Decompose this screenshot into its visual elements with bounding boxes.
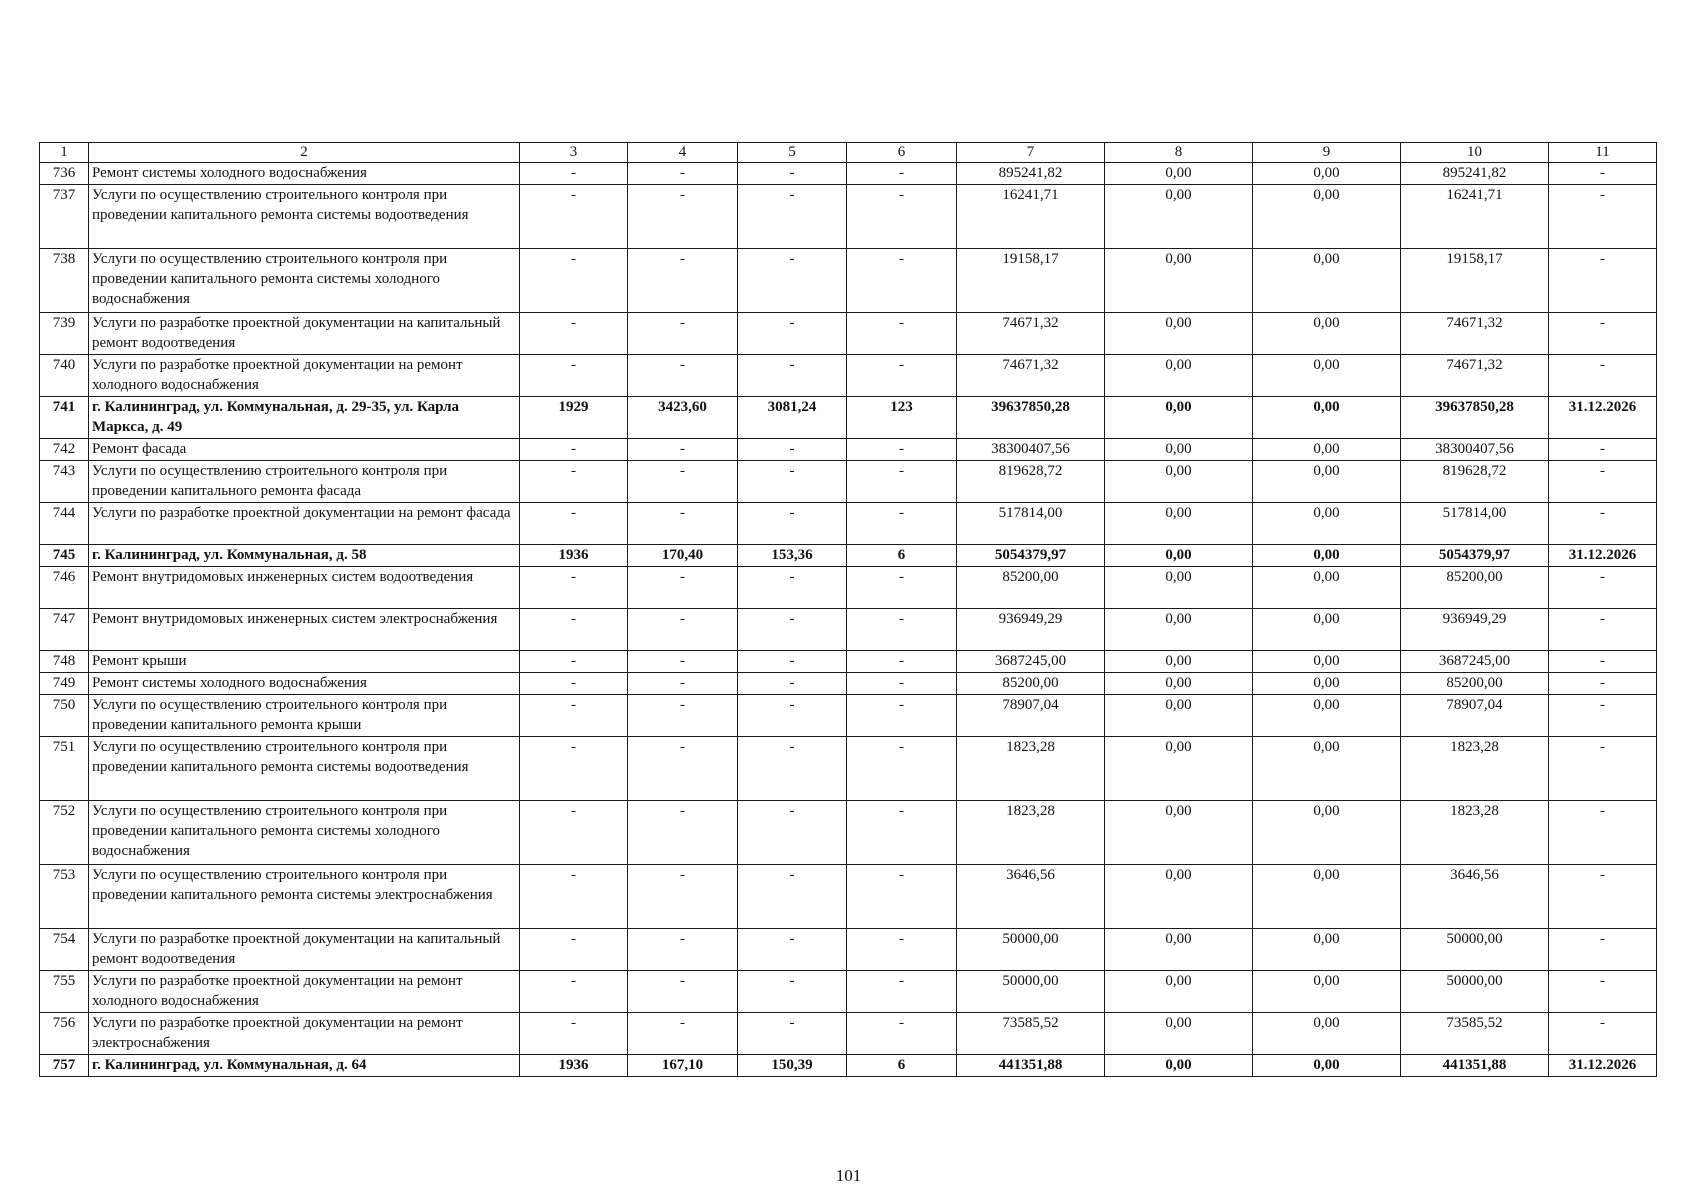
total-area-cell: - bbox=[628, 185, 738, 249]
owners-cost-cell: 895241,82 bbox=[1401, 163, 1549, 185]
deadline-cell: - bbox=[1549, 801, 1657, 865]
work-name-cell: Ремонт фасада bbox=[89, 439, 520, 461]
year-cell: - bbox=[520, 185, 628, 249]
deadline-cell: - bbox=[1549, 503, 1657, 545]
total-area-cell: - bbox=[628, 801, 738, 865]
total-cost-cell: 1823,28 bbox=[957, 801, 1105, 865]
deadline-cell: - bbox=[1549, 185, 1657, 249]
fund-cost-cell: 0,00 bbox=[1105, 163, 1253, 185]
total-cost-cell: 85200,00 bbox=[957, 673, 1105, 695]
table-row bbox=[40, 313, 1657, 355]
total-cost-cell: 73585,52 bbox=[957, 1013, 1105, 1055]
budget-cost-cell: 0,00 bbox=[1253, 929, 1401, 971]
column-number-cell: 7 bbox=[957, 143, 1105, 163]
living-area-cell: - bbox=[738, 439, 847, 461]
total-area-cell: - bbox=[628, 163, 738, 185]
row-number-cell: 738 bbox=[40, 249, 89, 313]
owners-cost-cell: 936949,29 bbox=[1401, 609, 1549, 651]
owners-cost-cell: 73585,52 bbox=[1401, 1013, 1549, 1055]
year-cell: - bbox=[520, 651, 628, 673]
residents-cell: - bbox=[847, 929, 957, 971]
residents-cell: - bbox=[847, 609, 957, 651]
row-number-cell: 737 bbox=[40, 185, 89, 249]
column-number-cell: 10 bbox=[1401, 143, 1549, 163]
work-name-cell: Услуги по осуществлению строительного контроля при проведении капитального ремонта фасада bbox=[89, 461, 520, 503]
owners-cost-cell: 74671,32 bbox=[1401, 313, 1549, 355]
table-row bbox=[40, 1013, 1657, 1055]
fund-cost-cell: 0,00 bbox=[1105, 545, 1253, 567]
owners-cost-cell: 39637850,28 bbox=[1401, 397, 1549, 439]
deadline-cell: - bbox=[1549, 567, 1657, 609]
budget-cost-cell: 0,00 bbox=[1253, 695, 1401, 737]
work-name-cell: Услуги по осуществлению строительного контроля при проведении капитального ремонта крыши bbox=[89, 695, 520, 737]
row-number-cell: 757 bbox=[40, 1055, 89, 1077]
table-row bbox=[40, 185, 1657, 249]
living-area-cell: - bbox=[738, 929, 847, 971]
deadline-cell: - bbox=[1549, 609, 1657, 651]
row-number-cell: 740 bbox=[40, 355, 89, 397]
table-row bbox=[40, 737, 1657, 801]
budget-cost-cell: 0,00 bbox=[1253, 313, 1401, 355]
residents-cell: - bbox=[847, 249, 957, 313]
total-area-cell: - bbox=[628, 567, 738, 609]
residents-cell: - bbox=[847, 313, 957, 355]
row-number-cell: 742 bbox=[40, 439, 89, 461]
deadline-cell: 31.12.2026 bbox=[1549, 397, 1657, 439]
deadline-cell: - bbox=[1549, 249, 1657, 313]
residents-cell: - bbox=[847, 971, 957, 1013]
work-name-cell: Услуги по разработке проектной документации на ремонт фасада bbox=[89, 503, 520, 545]
deadline-cell: - bbox=[1549, 461, 1657, 503]
year-cell: - bbox=[520, 801, 628, 865]
year-cell: - bbox=[520, 567, 628, 609]
total-area-cell: 170,40 bbox=[628, 545, 738, 567]
residents-cell: - bbox=[847, 163, 957, 185]
total-cost-cell: 74671,32 bbox=[957, 313, 1105, 355]
deadline-cell: - bbox=[1549, 865, 1657, 929]
deadline-cell: - bbox=[1549, 1013, 1657, 1055]
table-row bbox=[40, 567, 1657, 609]
work-plan-table bbox=[39, 142, 1657, 1077]
budget-cost-cell: 0,00 bbox=[1253, 461, 1401, 503]
residents-cell: 123 bbox=[847, 397, 957, 439]
work-name-cell: Услуги по осуществлению строительного контроля при проведении капитального ремонта системы холодного водоснабжения bbox=[89, 801, 520, 865]
living-area-cell: 150,39 bbox=[738, 1055, 847, 1077]
total-area-cell: 3423,60 bbox=[628, 397, 738, 439]
residents-cell: - bbox=[847, 737, 957, 801]
owners-cost-cell: 16241,71 bbox=[1401, 185, 1549, 249]
residents-cell: - bbox=[847, 801, 957, 865]
fund-cost-cell: 0,00 bbox=[1105, 567, 1253, 609]
work-name-cell: Услуги по разработке проектной документации на капитальный ремонт водоотведения bbox=[89, 929, 520, 971]
deadline-cell: - bbox=[1549, 163, 1657, 185]
budget-cost-cell: 0,00 bbox=[1253, 1013, 1401, 1055]
total-area-cell: - bbox=[628, 313, 738, 355]
column-number-cell: 2 bbox=[89, 143, 520, 163]
deadline-cell: - bbox=[1549, 695, 1657, 737]
deadline-cell: - bbox=[1549, 439, 1657, 461]
total-area-cell: 167,10 bbox=[628, 1055, 738, 1077]
residents-cell: - bbox=[847, 439, 957, 461]
total-cost-cell: 895241,82 bbox=[957, 163, 1105, 185]
row-number-cell: 754 bbox=[40, 929, 89, 971]
total-cost-cell: 85200,00 bbox=[957, 567, 1105, 609]
total-cost-cell: 39637850,28 bbox=[957, 397, 1105, 439]
living-area-cell: - bbox=[738, 609, 847, 651]
table-row bbox=[40, 355, 1657, 397]
table-row bbox=[40, 651, 1657, 673]
total-area-cell: - bbox=[628, 695, 738, 737]
total-cost-cell: 5054379,97 bbox=[957, 545, 1105, 567]
budget-cost-cell: 0,00 bbox=[1253, 865, 1401, 929]
year-cell: - bbox=[520, 865, 628, 929]
residents-cell: - bbox=[847, 865, 957, 929]
table-row bbox=[40, 971, 1657, 1013]
deadline-cell: - bbox=[1549, 971, 1657, 1013]
total-area-cell: - bbox=[628, 673, 738, 695]
total-cost-cell: 1823,28 bbox=[957, 737, 1105, 801]
row-number-cell: 753 bbox=[40, 865, 89, 929]
total-cost-cell: 50000,00 bbox=[957, 971, 1105, 1013]
deadline-cell: - bbox=[1549, 673, 1657, 695]
row-number-cell: 745 bbox=[40, 545, 89, 567]
row-number-cell: 749 bbox=[40, 673, 89, 695]
table-row bbox=[40, 673, 1657, 695]
deadline-cell: - bbox=[1549, 313, 1657, 355]
deadline-cell: - bbox=[1549, 651, 1657, 673]
fund-cost-cell: 0,00 bbox=[1105, 801, 1253, 865]
residents-cell: - bbox=[847, 185, 957, 249]
fund-cost-cell: 0,00 bbox=[1105, 1013, 1253, 1055]
fund-cost-cell: 0,00 bbox=[1105, 929, 1253, 971]
total-cost-cell: 74671,32 bbox=[957, 355, 1105, 397]
budget-cost-cell: 0,00 bbox=[1253, 737, 1401, 801]
living-area-cell: - bbox=[738, 865, 847, 929]
budget-cost-cell: 0,00 bbox=[1253, 397, 1401, 439]
living-area-cell: - bbox=[738, 695, 847, 737]
residents-cell: - bbox=[847, 567, 957, 609]
budget-cost-cell: 0,00 bbox=[1253, 545, 1401, 567]
table-row bbox=[40, 929, 1657, 971]
fund-cost-cell: 0,00 bbox=[1105, 609, 1253, 651]
row-number-cell: 750 bbox=[40, 695, 89, 737]
column-number-cell: 11 bbox=[1549, 143, 1657, 163]
work-name-cell: Ремонт крыши bbox=[89, 651, 520, 673]
fund-cost-cell: 0,00 bbox=[1105, 249, 1253, 313]
table-row bbox=[40, 461, 1657, 503]
year-cell: - bbox=[520, 249, 628, 313]
work-name-cell: г. Калининград, ул. Коммунальная, д. 64 bbox=[89, 1055, 520, 1077]
deadline-cell: 31.12.2026 bbox=[1549, 1055, 1657, 1077]
fund-cost-cell: 0,00 bbox=[1105, 673, 1253, 695]
total-area-cell: - bbox=[628, 737, 738, 801]
owners-cost-cell: 50000,00 bbox=[1401, 971, 1549, 1013]
total-cost-cell: 3646,56 bbox=[957, 865, 1105, 929]
living-area-cell: - bbox=[738, 503, 847, 545]
work-name-cell: Услуги по осуществлению строительного контроля при проведении капитального ремонта системы холодного водоснабжения bbox=[89, 249, 520, 313]
year-cell: - bbox=[520, 673, 628, 695]
year-cell: - bbox=[520, 461, 628, 503]
fund-cost-cell: 0,00 bbox=[1105, 651, 1253, 673]
work-name-cell: г. Калининград, ул. Коммунальная, д. 58 bbox=[89, 545, 520, 567]
budget-cost-cell: 0,00 bbox=[1253, 163, 1401, 185]
fund-cost-cell: 0,00 bbox=[1105, 439, 1253, 461]
column-number-cell: 8 bbox=[1105, 143, 1253, 163]
budget-cost-cell: 0,00 bbox=[1253, 355, 1401, 397]
fund-cost-cell: 0,00 bbox=[1105, 185, 1253, 249]
total-area-cell: - bbox=[628, 971, 738, 1013]
work-name-cell: Услуги по осуществлению строительного контроля при проведении капитального ремонта системы электроснабжения bbox=[89, 865, 520, 929]
work-name-cell: Ремонт внутридомовых инженерных систем водоотведения bbox=[89, 567, 520, 609]
table-row bbox=[40, 249, 1657, 313]
work-name-cell: Ремонт внутридомовых инженерных систем электроснабжения bbox=[89, 609, 520, 651]
budget-cost-cell: 0,00 bbox=[1253, 801, 1401, 865]
work-name-cell: Услуги по разработке проектной документации на капитальный ремонт водоотведения bbox=[89, 313, 520, 355]
row-number-cell: 748 bbox=[40, 651, 89, 673]
budget-cost-cell: 0,00 bbox=[1253, 673, 1401, 695]
table-row bbox=[40, 865, 1657, 929]
table-body bbox=[40, 143, 1657, 1077]
table-row bbox=[40, 163, 1657, 185]
row-number-cell: 746 bbox=[40, 567, 89, 609]
year-cell: 1936 bbox=[520, 545, 628, 567]
owners-cost-cell: 19158,17 bbox=[1401, 249, 1549, 313]
deadline-cell: 31.12.2026 bbox=[1549, 545, 1657, 567]
owners-cost-cell: 50000,00 bbox=[1401, 929, 1549, 971]
row-number-cell: 755 bbox=[40, 971, 89, 1013]
residents-cell: 6 bbox=[847, 545, 957, 567]
budget-cost-cell: 0,00 bbox=[1253, 971, 1401, 1013]
year-cell: - bbox=[520, 163, 628, 185]
column-number-cell: 9 bbox=[1253, 143, 1401, 163]
living-area-cell: - bbox=[738, 651, 847, 673]
total-cost-cell: 819628,72 bbox=[957, 461, 1105, 503]
year-cell: - bbox=[520, 737, 628, 801]
deadline-cell: - bbox=[1549, 355, 1657, 397]
budget-cost-cell: 0,00 bbox=[1253, 185, 1401, 249]
budget-cost-cell: 0,00 bbox=[1253, 609, 1401, 651]
living-area-cell: - bbox=[738, 185, 847, 249]
owners-cost-cell: 85200,00 bbox=[1401, 567, 1549, 609]
column-number-cell: 6 bbox=[847, 143, 957, 163]
living-area-cell: - bbox=[738, 163, 847, 185]
budget-cost-cell: 0,00 bbox=[1253, 249, 1401, 313]
row-number-cell: 736 bbox=[40, 163, 89, 185]
year-cell: 1936 bbox=[520, 1055, 628, 1077]
fund-cost-cell: 0,00 bbox=[1105, 355, 1253, 397]
fund-cost-cell: 0,00 bbox=[1105, 971, 1253, 1013]
row-number-cell: 739 bbox=[40, 313, 89, 355]
work-name-cell: Услуги по разработке проектной документации на ремонт холодного водоснабжения bbox=[89, 971, 520, 1013]
work-name-cell: г. Калининград, ул. Коммунальная, д. 29-35, ул. Карла Маркса, д. 49 bbox=[89, 397, 520, 439]
column-number-cell: 4 bbox=[628, 143, 738, 163]
budget-cost-cell: 0,00 bbox=[1253, 651, 1401, 673]
owners-cost-cell: 78907,04 bbox=[1401, 695, 1549, 737]
year-cell: - bbox=[520, 503, 628, 545]
living-area-cell: - bbox=[738, 355, 847, 397]
table-row bbox=[40, 545, 1657, 567]
total-area-cell: - bbox=[628, 461, 738, 503]
column-number-cell: 5 bbox=[738, 143, 847, 163]
owners-cost-cell: 819628,72 bbox=[1401, 461, 1549, 503]
living-area-cell: - bbox=[738, 461, 847, 503]
owners-cost-cell: 517814,00 bbox=[1401, 503, 1549, 545]
fund-cost-cell: 0,00 bbox=[1105, 461, 1253, 503]
page-number: 101 bbox=[835, 1166, 862, 1185]
budget-cost-cell: 0,00 bbox=[1253, 439, 1401, 461]
year-cell: - bbox=[520, 971, 628, 1013]
living-area-cell: 153,36 bbox=[738, 545, 847, 567]
living-area-cell: - bbox=[738, 971, 847, 1013]
residents-cell: - bbox=[847, 503, 957, 545]
row-number-cell: 741 bbox=[40, 397, 89, 439]
table-row bbox=[40, 1055, 1657, 1077]
residents-cell: - bbox=[847, 355, 957, 397]
living-area-cell: - bbox=[738, 737, 847, 801]
living-area-cell: - bbox=[738, 673, 847, 695]
year-cell: - bbox=[520, 313, 628, 355]
total-cost-cell: 936949,29 bbox=[957, 609, 1105, 651]
total-cost-cell: 19158,17 bbox=[957, 249, 1105, 313]
total-cost-cell: 78907,04 bbox=[957, 695, 1105, 737]
total-cost-cell: 3687245,00 bbox=[957, 651, 1105, 673]
year-cell: - bbox=[520, 439, 628, 461]
table-row bbox=[40, 439, 1657, 461]
fund-cost-cell: 0,00 bbox=[1105, 865, 1253, 929]
year-cell: - bbox=[520, 355, 628, 397]
living-area-cell: 3081,24 bbox=[738, 397, 847, 439]
living-area-cell: - bbox=[738, 1013, 847, 1055]
total-cost-cell: 441351,88 bbox=[957, 1055, 1105, 1077]
total-area-cell: - bbox=[628, 1013, 738, 1055]
owners-cost-cell: 3687245,00 bbox=[1401, 651, 1549, 673]
living-area-cell: - bbox=[738, 313, 847, 355]
total-area-cell: - bbox=[628, 503, 738, 545]
budget-cost-cell: 0,00 bbox=[1253, 567, 1401, 609]
table-row bbox=[40, 695, 1657, 737]
row-number-cell: 752 bbox=[40, 801, 89, 865]
table-row bbox=[40, 503, 1657, 545]
owners-cost-cell: 441351,88 bbox=[1401, 1055, 1549, 1077]
total-area-cell: - bbox=[628, 651, 738, 673]
budget-cost-cell: 0,00 bbox=[1253, 503, 1401, 545]
total-area-cell: - bbox=[628, 865, 738, 929]
row-number-cell: 747 bbox=[40, 609, 89, 651]
residents-cell: - bbox=[847, 461, 957, 503]
budget-cost-cell: 0,00 bbox=[1253, 1055, 1401, 1077]
owners-cost-cell: 85200,00 bbox=[1401, 673, 1549, 695]
total-cost-cell: 50000,00 bbox=[957, 929, 1105, 971]
fund-cost-cell: 0,00 bbox=[1105, 695, 1253, 737]
fund-cost-cell: 0,00 bbox=[1105, 1055, 1253, 1077]
total-cost-cell: 38300407,56 bbox=[957, 439, 1105, 461]
work-name-cell: Ремонт системы холодного водоснабжения bbox=[89, 163, 520, 185]
owners-cost-cell: 1823,28 bbox=[1401, 801, 1549, 865]
owners-cost-cell: 5054379,97 bbox=[1401, 545, 1549, 567]
fund-cost-cell: 0,00 bbox=[1105, 737, 1253, 801]
column-number-row bbox=[40, 143, 1657, 163]
residents-cell: 6 bbox=[847, 1055, 957, 1077]
total-cost-cell: 16241,71 bbox=[957, 185, 1105, 249]
table-row bbox=[40, 801, 1657, 865]
residents-cell: - bbox=[847, 673, 957, 695]
owners-cost-cell: 1823,28 bbox=[1401, 737, 1549, 801]
column-number-cell: 3 bbox=[520, 143, 628, 163]
living-area-cell: - bbox=[738, 801, 847, 865]
year-cell: - bbox=[520, 1013, 628, 1055]
work-name-cell: Услуги по осуществлению строительного контроля при проведении капитального ремонта системы водоотведения bbox=[89, 185, 520, 249]
total-area-cell: - bbox=[628, 439, 738, 461]
year-cell: 1929 bbox=[520, 397, 628, 439]
total-area-cell: - bbox=[628, 249, 738, 313]
work-name-cell: Услуги по осуществлению строительного контроля при проведении капитального ремонта системы водоотведения bbox=[89, 737, 520, 801]
row-number-cell: 744 bbox=[40, 503, 89, 545]
total-area-cell: - bbox=[628, 929, 738, 971]
residents-cell: - bbox=[847, 651, 957, 673]
row-number-cell: 743 bbox=[40, 461, 89, 503]
work-name-cell: Ремонт системы холодного водоснабжения bbox=[89, 673, 520, 695]
living-area-cell: - bbox=[738, 249, 847, 313]
fund-cost-cell: 0,00 bbox=[1105, 503, 1253, 545]
table-row bbox=[40, 609, 1657, 651]
work-name-cell: Услуги по разработке проектной документации на ремонт электроснабжения bbox=[89, 1013, 520, 1055]
column-number-cell: 1 bbox=[40, 143, 89, 163]
year-cell: - bbox=[520, 609, 628, 651]
owners-cost-cell: 3646,56 bbox=[1401, 865, 1549, 929]
living-area-cell: - bbox=[738, 567, 847, 609]
owners-cost-cell: 74671,32 bbox=[1401, 355, 1549, 397]
total-area-cell: - bbox=[628, 609, 738, 651]
owners-cost-cell: 38300407,56 bbox=[1401, 439, 1549, 461]
fund-cost-cell: 0,00 bbox=[1105, 313, 1253, 355]
residents-cell: - bbox=[847, 695, 957, 737]
fund-cost-cell: 0,00 bbox=[1105, 397, 1253, 439]
total-cost-cell: 517814,00 bbox=[957, 503, 1105, 545]
work-name-cell: Услуги по разработке проектной документации на ремонт холодного водоснабжения bbox=[89, 355, 520, 397]
deadline-cell: - bbox=[1549, 737, 1657, 801]
year-cell: - bbox=[520, 929, 628, 971]
row-number-cell: 751 bbox=[40, 737, 89, 801]
table-row bbox=[40, 397, 1657, 439]
row-number-cell: 756 bbox=[40, 1013, 89, 1055]
total-area-cell: - bbox=[628, 355, 738, 397]
year-cell: - bbox=[520, 695, 628, 737]
deadline-cell: - bbox=[1549, 929, 1657, 971]
residents-cell: - bbox=[847, 1013, 957, 1055]
